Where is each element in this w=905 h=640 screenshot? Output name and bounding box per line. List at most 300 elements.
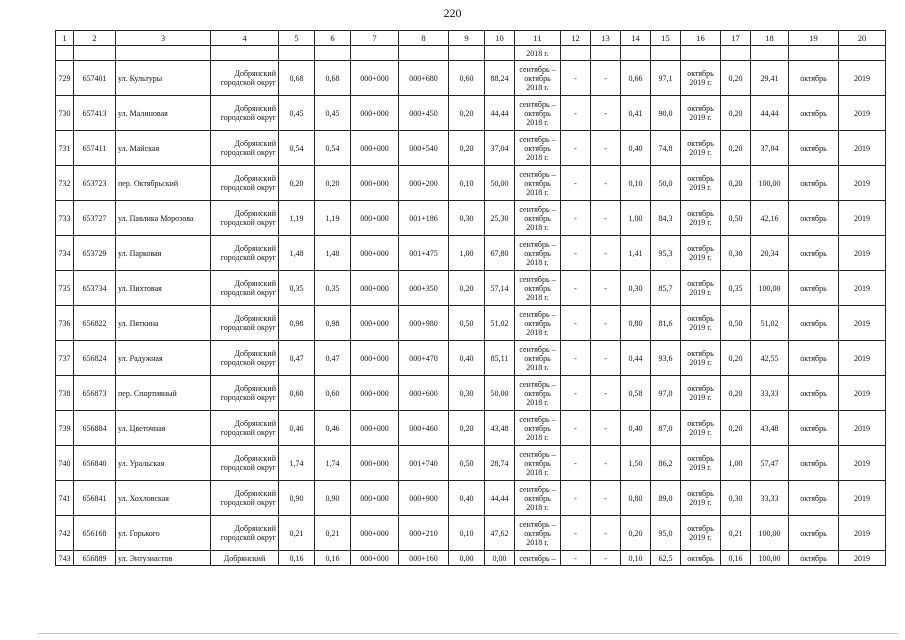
month: октябрь: [789, 201, 839, 236]
municipality: Добрянский городской округ: [211, 236, 279, 271]
road-id: 656884: [74, 411, 116, 446]
period-2018: сентябрь – октябрь 2018 г.: [515, 516, 561, 551]
value-14: 0,41: [621, 96, 651, 131]
percent-18: 100,00: [751, 516, 789, 551]
end-km: 000+680: [399, 61, 449, 96]
table-row: [56, 516, 886, 551]
value-17: 0,20: [721, 96, 751, 131]
percent-15: 90,0: [651, 96, 681, 131]
municipality: Добрянский городской округ: [211, 131, 279, 166]
length-2: 1,48: [315, 236, 351, 271]
street-name: ул. Пяткина: [116, 306, 211, 341]
empty-cell: [399, 46, 449, 61]
period-2019: октябрь 2019 г.: [681, 131, 721, 166]
municipality: Добрянский городской округ: [211, 516, 279, 551]
value-14: 0,80: [621, 481, 651, 516]
percent-15: 87,0: [651, 411, 681, 446]
length-2: 0,60: [315, 376, 351, 411]
empty-cell: [211, 46, 279, 61]
value-9: 0,60: [449, 61, 485, 96]
table-row: [56, 411, 886, 446]
percent-18: 100,00: [751, 166, 789, 201]
value-17: 0,20: [721, 376, 751, 411]
value-9: 0,40: [449, 341, 485, 376]
column-header-15: 15: [651, 31, 681, 46]
length-total: 0,60: [279, 376, 315, 411]
year: 2019: [839, 271, 886, 306]
row-number: 731: [56, 131, 74, 166]
month: октябрь: [789, 411, 839, 446]
road-id: 656822: [74, 306, 116, 341]
percent-18: 100,00: [751, 551, 789, 566]
length-total: 1,48: [279, 236, 315, 271]
month: октябрь: [789, 481, 839, 516]
row-number: 730: [56, 96, 74, 131]
period-2018: сентябрь – октябрь 2018 г.: [515, 446, 561, 481]
value-17: 0,20: [721, 341, 751, 376]
percent-18: 29,41: [751, 61, 789, 96]
value-12: -: [561, 271, 591, 306]
table-body: [56, 31, 886, 566]
percent-18: 43,48: [751, 411, 789, 446]
length-total: 1,74: [279, 446, 315, 481]
value-13: -: [591, 271, 621, 306]
value-17: 0,21: [721, 516, 751, 551]
start-km: 000+000: [351, 131, 399, 166]
length-total: 0,54: [279, 131, 315, 166]
street-name: ул. Хохловская: [116, 481, 211, 516]
value-14: 0,66: [621, 61, 651, 96]
period-2019: октябрь 2019 г.: [681, 96, 721, 131]
empty-cell: [751, 46, 789, 61]
row-number: 740: [56, 446, 74, 481]
column-header-1: 1: [56, 31, 74, 46]
table-row: [56, 131, 886, 166]
row-number: 739: [56, 411, 74, 446]
value-13: -: [591, 96, 621, 131]
road-id: 657401: [74, 61, 116, 96]
period-2018: сентябрь – октябрь 2018 г.: [515, 131, 561, 166]
value-13: -: [591, 131, 621, 166]
period-2018: сентябрь – октябрь 2018 г.: [515, 481, 561, 516]
empty-cell: [56, 46, 74, 61]
month: октябрь: [789, 131, 839, 166]
empty-cell: [351, 46, 399, 61]
empty-cell: [279, 46, 315, 61]
column-header-18: 18: [751, 31, 789, 46]
year: 2019: [839, 376, 886, 411]
bottom-rule: [38, 633, 898, 634]
value-9: 0,50: [449, 306, 485, 341]
empty-cell: [721, 46, 751, 61]
value-13: -: [591, 481, 621, 516]
value-14: 0,58: [621, 376, 651, 411]
length-total: 1,19: [279, 201, 315, 236]
municipality: Добрянский городской округ: [211, 306, 279, 341]
street-name: ул. Малиновая: [116, 96, 211, 131]
year: 2019: [839, 306, 886, 341]
percent-18: 42,16: [751, 201, 789, 236]
percent-18: 51,02: [751, 306, 789, 341]
percent-15: 50,0: [651, 166, 681, 201]
period-2019: октябрь 2019 г.: [681, 236, 721, 271]
value-9: 0,40: [449, 481, 485, 516]
month: октябрь: [789, 96, 839, 131]
empty-cell: [74, 46, 116, 61]
street-name: ул. Культуры: [116, 61, 211, 96]
value-13: -: [591, 341, 621, 376]
percent-15: 74,8: [651, 131, 681, 166]
percent-15: 84,3: [651, 201, 681, 236]
table-row: [56, 306, 886, 341]
column-header-13: 13: [591, 31, 621, 46]
period-2018: сентябрь – октябрь 2018 г.: [515, 61, 561, 96]
table-row: [56, 481, 886, 516]
value-17: 0,50: [721, 306, 751, 341]
start-km: 000+000: [351, 306, 399, 341]
road-id: 656889: [74, 551, 116, 566]
percent-15: 85,7: [651, 271, 681, 306]
column-header-16: 16: [681, 31, 721, 46]
empty-cell: [485, 46, 515, 61]
length-total: 0,46: [279, 411, 315, 446]
value-17: 1,00: [721, 446, 751, 481]
start-km: 000+000: [351, 376, 399, 411]
percent-15: 95,3: [651, 236, 681, 271]
period-2019: октябрь 2019 г.: [681, 411, 721, 446]
length-2: 0,45: [315, 96, 351, 131]
value-9: 0,20: [449, 96, 485, 131]
value-13: -: [591, 411, 621, 446]
percent-10: 43,48: [485, 411, 515, 446]
municipality: Добрянский городской округ: [211, 166, 279, 201]
empty-cell: [116, 46, 211, 61]
value-9: 0,30: [449, 376, 485, 411]
value-12: -: [561, 201, 591, 236]
road-id: 656873: [74, 376, 116, 411]
length-2: 0,47: [315, 341, 351, 376]
value-14: 0,10: [621, 551, 651, 566]
value-9: 0,20: [449, 411, 485, 446]
start-km: 000+000: [351, 446, 399, 481]
month: октябрь: [789, 271, 839, 306]
length-total: 0,35: [279, 271, 315, 306]
percent-18: 20,34: [751, 236, 789, 271]
value-9: 0,20: [449, 131, 485, 166]
value-12: -: [561, 166, 591, 201]
end-km: 001+740: [399, 446, 449, 481]
percent-10: 50,00: [485, 376, 515, 411]
value-14: 1,00: [621, 201, 651, 236]
start-km: 000+000: [351, 236, 399, 271]
road-id: 656168: [74, 516, 116, 551]
end-km: 000+450: [399, 96, 449, 131]
table-row: [56, 271, 886, 306]
length-2: 0,20: [315, 166, 351, 201]
value-14: 1,41: [621, 236, 651, 271]
value-14: 0,20: [621, 516, 651, 551]
length-total: 0,20: [279, 166, 315, 201]
length-total: 0,21: [279, 516, 315, 551]
start-km: 000+000: [351, 411, 399, 446]
period-2018: сентябрь – октябрь 2018 г.: [515, 411, 561, 446]
length-total: 0,90: [279, 481, 315, 516]
length-2: 0,46: [315, 411, 351, 446]
period-2019: октябрь 2019 г.: [681, 516, 721, 551]
column-header-7: 7: [351, 31, 399, 46]
column-header-5: 5: [279, 31, 315, 46]
table-row: [56, 166, 886, 201]
road-id: 653723: [74, 166, 116, 201]
value-17: 0,20: [721, 61, 751, 96]
period-2019: октябрь 2019 г.: [681, 481, 721, 516]
column-header-8: 8: [399, 31, 449, 46]
end-km: 000+460: [399, 411, 449, 446]
length-2: 1,74: [315, 446, 351, 481]
value-9: 0,10: [449, 166, 485, 201]
table-row: [56, 201, 886, 236]
year: 2019: [839, 201, 886, 236]
year: 2019: [839, 411, 886, 446]
value-9: 0,30: [449, 201, 485, 236]
year: 2019: [839, 61, 886, 96]
percent-15: 93,6: [651, 341, 681, 376]
month: октябрь: [789, 376, 839, 411]
month: октябрь: [789, 166, 839, 201]
municipality: Добрянский городской округ: [211, 271, 279, 306]
year: 2019: [839, 131, 886, 166]
value-9: 0,00: [449, 551, 485, 566]
value-13: -: [591, 551, 621, 566]
percent-10: 57,14: [485, 271, 515, 306]
municipality: Добрянский городской округ: [211, 411, 279, 446]
street-name: ул. Павлика Морозова: [116, 201, 211, 236]
start-km: 000+000: [351, 96, 399, 131]
percent-18: 44,44: [751, 96, 789, 131]
page-number: 220: [443, 6, 462, 20]
row-number: 736: [56, 306, 74, 341]
period-2019: октябрь 2019 г.: [681, 306, 721, 341]
length-2: 0,21: [315, 516, 351, 551]
period-2019: октябрь 2019 г.: [681, 271, 721, 306]
period-2018: сентябрь – октябрь 2018 г.: [515, 236, 561, 271]
column-header-11: 11: [515, 31, 561, 46]
value-9: 0,20: [449, 271, 485, 306]
end-km: 001+186: [399, 201, 449, 236]
row-number: 734: [56, 236, 74, 271]
start-km: 000+000: [351, 166, 399, 201]
row-number: 735: [56, 271, 74, 306]
column-header-12: 12: [561, 31, 591, 46]
period-2018: сентябрь – октябрь 2018 г.: [515, 201, 561, 236]
value-12: -: [561, 341, 591, 376]
year: 2019: [839, 166, 886, 201]
percent-18: 37,04: [751, 131, 789, 166]
street-name: ул. Парковая: [116, 236, 211, 271]
value-17: 0,20: [721, 411, 751, 446]
empty-cell: [561, 46, 591, 61]
end-km: 000+540: [399, 131, 449, 166]
end-km: 000+900: [399, 481, 449, 516]
percent-10: 67,80: [485, 236, 515, 271]
value-17: 0,16: [721, 551, 751, 566]
end-km: 000+600: [399, 376, 449, 411]
road-id: 653734: [74, 271, 116, 306]
value-13: -: [591, 166, 621, 201]
table-row: [56, 61, 886, 96]
column-header-2: 2: [74, 31, 116, 46]
column-number-row: [56, 31, 886, 46]
value-9: 0,10: [449, 516, 485, 551]
street-name: пер. Спортивный: [116, 376, 211, 411]
percent-10: 0,00: [485, 551, 515, 566]
percent-18: 33,33: [751, 481, 789, 516]
column-header-19: 19: [789, 31, 839, 46]
value-17: 0,30: [721, 481, 751, 516]
empty-cell: [315, 46, 351, 61]
start-km: 000+000: [351, 516, 399, 551]
municipality: Добрянский: [211, 551, 279, 566]
row-number: 729: [56, 61, 74, 96]
start-km: 000+000: [351, 201, 399, 236]
value-12: -: [561, 481, 591, 516]
period-2018: сентябрь – октябрь 2018 г.: [515, 166, 561, 201]
municipality: Добрянский городской округ: [211, 201, 279, 236]
percent-10: 44,44: [485, 96, 515, 131]
empty-cell: [591, 46, 621, 61]
street-name: ул. Уральская: [116, 446, 211, 481]
value-12: -: [561, 61, 591, 96]
row-number: 737: [56, 341, 74, 376]
road-id: 657413: [74, 96, 116, 131]
column-header-17: 17: [721, 31, 751, 46]
length-2: 0,90: [315, 481, 351, 516]
period-2018: сентябрь – октябрь 2018 г.: [515, 306, 561, 341]
percent-10: 25,30: [485, 201, 515, 236]
year: 2019: [839, 516, 886, 551]
period-2018: сентябрь –: [515, 551, 561, 566]
period-2018: сентябрь – октябрь 2018 г.: [515, 271, 561, 306]
value-12: -: [561, 551, 591, 566]
value-14: 0,44: [621, 341, 651, 376]
street-name: ул. Пихтовая: [116, 271, 211, 306]
value-12: -: [561, 236, 591, 271]
percent-15: 81,6: [651, 306, 681, 341]
end-km: 000+350: [399, 271, 449, 306]
percent-15: 86,2: [651, 446, 681, 481]
value-13: -: [591, 306, 621, 341]
street-name: пер. Октябрьский: [116, 166, 211, 201]
period-2019: октябрь 2019 г.: [681, 446, 721, 481]
empty-cell: [651, 46, 681, 61]
column-header-14: 14: [621, 31, 651, 46]
start-km: 000+000: [351, 61, 399, 96]
length-total: 0,68: [279, 61, 315, 96]
row-number: 732: [56, 166, 74, 201]
end-km: 000+980: [399, 306, 449, 341]
percent-10: 50,00: [485, 166, 515, 201]
percent-10: 85,11: [485, 341, 515, 376]
percent-10: 51,02: [485, 306, 515, 341]
value-14: 0,10: [621, 166, 651, 201]
year: 2019: [839, 96, 886, 131]
table-row: [56, 551, 886, 566]
length-2: 0,98: [315, 306, 351, 341]
value-13: -: [591, 236, 621, 271]
month: октябрь: [789, 516, 839, 551]
percent-10: 28,74: [485, 446, 515, 481]
value-14: 0,30: [621, 271, 651, 306]
year: 2019: [839, 446, 886, 481]
start-km: 000+000: [351, 271, 399, 306]
value-14: 0,40: [621, 411, 651, 446]
empty-cell: [621, 46, 651, 61]
percent-15: 62,5: [651, 551, 681, 566]
municipality: Добрянский городской округ: [211, 61, 279, 96]
table-row: [56, 376, 886, 411]
street-name: ул. Энтузиастов: [116, 551, 211, 566]
length-total: 0,98: [279, 306, 315, 341]
year: 2019: [839, 236, 886, 271]
percent-18: 57,47: [751, 446, 789, 481]
road-id: 653727: [74, 201, 116, 236]
table-row: [56, 446, 886, 481]
continuation-period: 2018 г.: [515, 46, 561, 61]
value-14: 0,80: [621, 306, 651, 341]
period-2018: сентябрь – октябрь 2018 г.: [515, 96, 561, 131]
column-header-20: 20: [839, 31, 886, 46]
month: октябрь: [789, 446, 839, 481]
value-12: -: [561, 131, 591, 166]
period-2019: октябрь 2019 г.: [681, 341, 721, 376]
percent-15: 89,0: [651, 481, 681, 516]
end-km: 001+475: [399, 236, 449, 271]
value-14: 1,50: [621, 446, 651, 481]
percent-18: 100,00: [751, 271, 789, 306]
table-row: [56, 341, 886, 376]
period-2019: октябрь 2019 г.: [681, 376, 721, 411]
column-header-10: 10: [485, 31, 515, 46]
percent-18: 33,33: [751, 376, 789, 411]
value-9: 1,00: [449, 236, 485, 271]
road-data-table: [55, 30, 886, 566]
start-km: 000+000: [351, 481, 399, 516]
row-number: 733: [56, 201, 74, 236]
empty-cell: [789, 46, 839, 61]
road-id: 656824: [74, 341, 116, 376]
street-name: ул. Цветочная: [116, 411, 211, 446]
year: 2019: [839, 551, 886, 566]
municipality: Добрянский городской округ: [211, 446, 279, 481]
value-12: -: [561, 376, 591, 411]
month: октябрь: [789, 306, 839, 341]
value-17: 0,20: [721, 131, 751, 166]
value-17: 0,30: [721, 236, 751, 271]
period-2019: октябрь 2019 г.: [681, 61, 721, 96]
length-total: 0,47: [279, 341, 315, 376]
road-id: 656840: [74, 446, 116, 481]
percent-10: 47,62: [485, 516, 515, 551]
value-17: 0,50: [721, 201, 751, 236]
period-2018: сентябрь – октябрь 2018 г.: [515, 341, 561, 376]
road-id: 656841: [74, 481, 116, 516]
empty-cell: [449, 46, 485, 61]
municipality: Добрянский городской округ: [211, 341, 279, 376]
empty-cell: [681, 46, 721, 61]
municipality: Добрянский городской округ: [211, 481, 279, 516]
continuation-row: [56, 46, 886, 61]
length-2: 1,19: [315, 201, 351, 236]
